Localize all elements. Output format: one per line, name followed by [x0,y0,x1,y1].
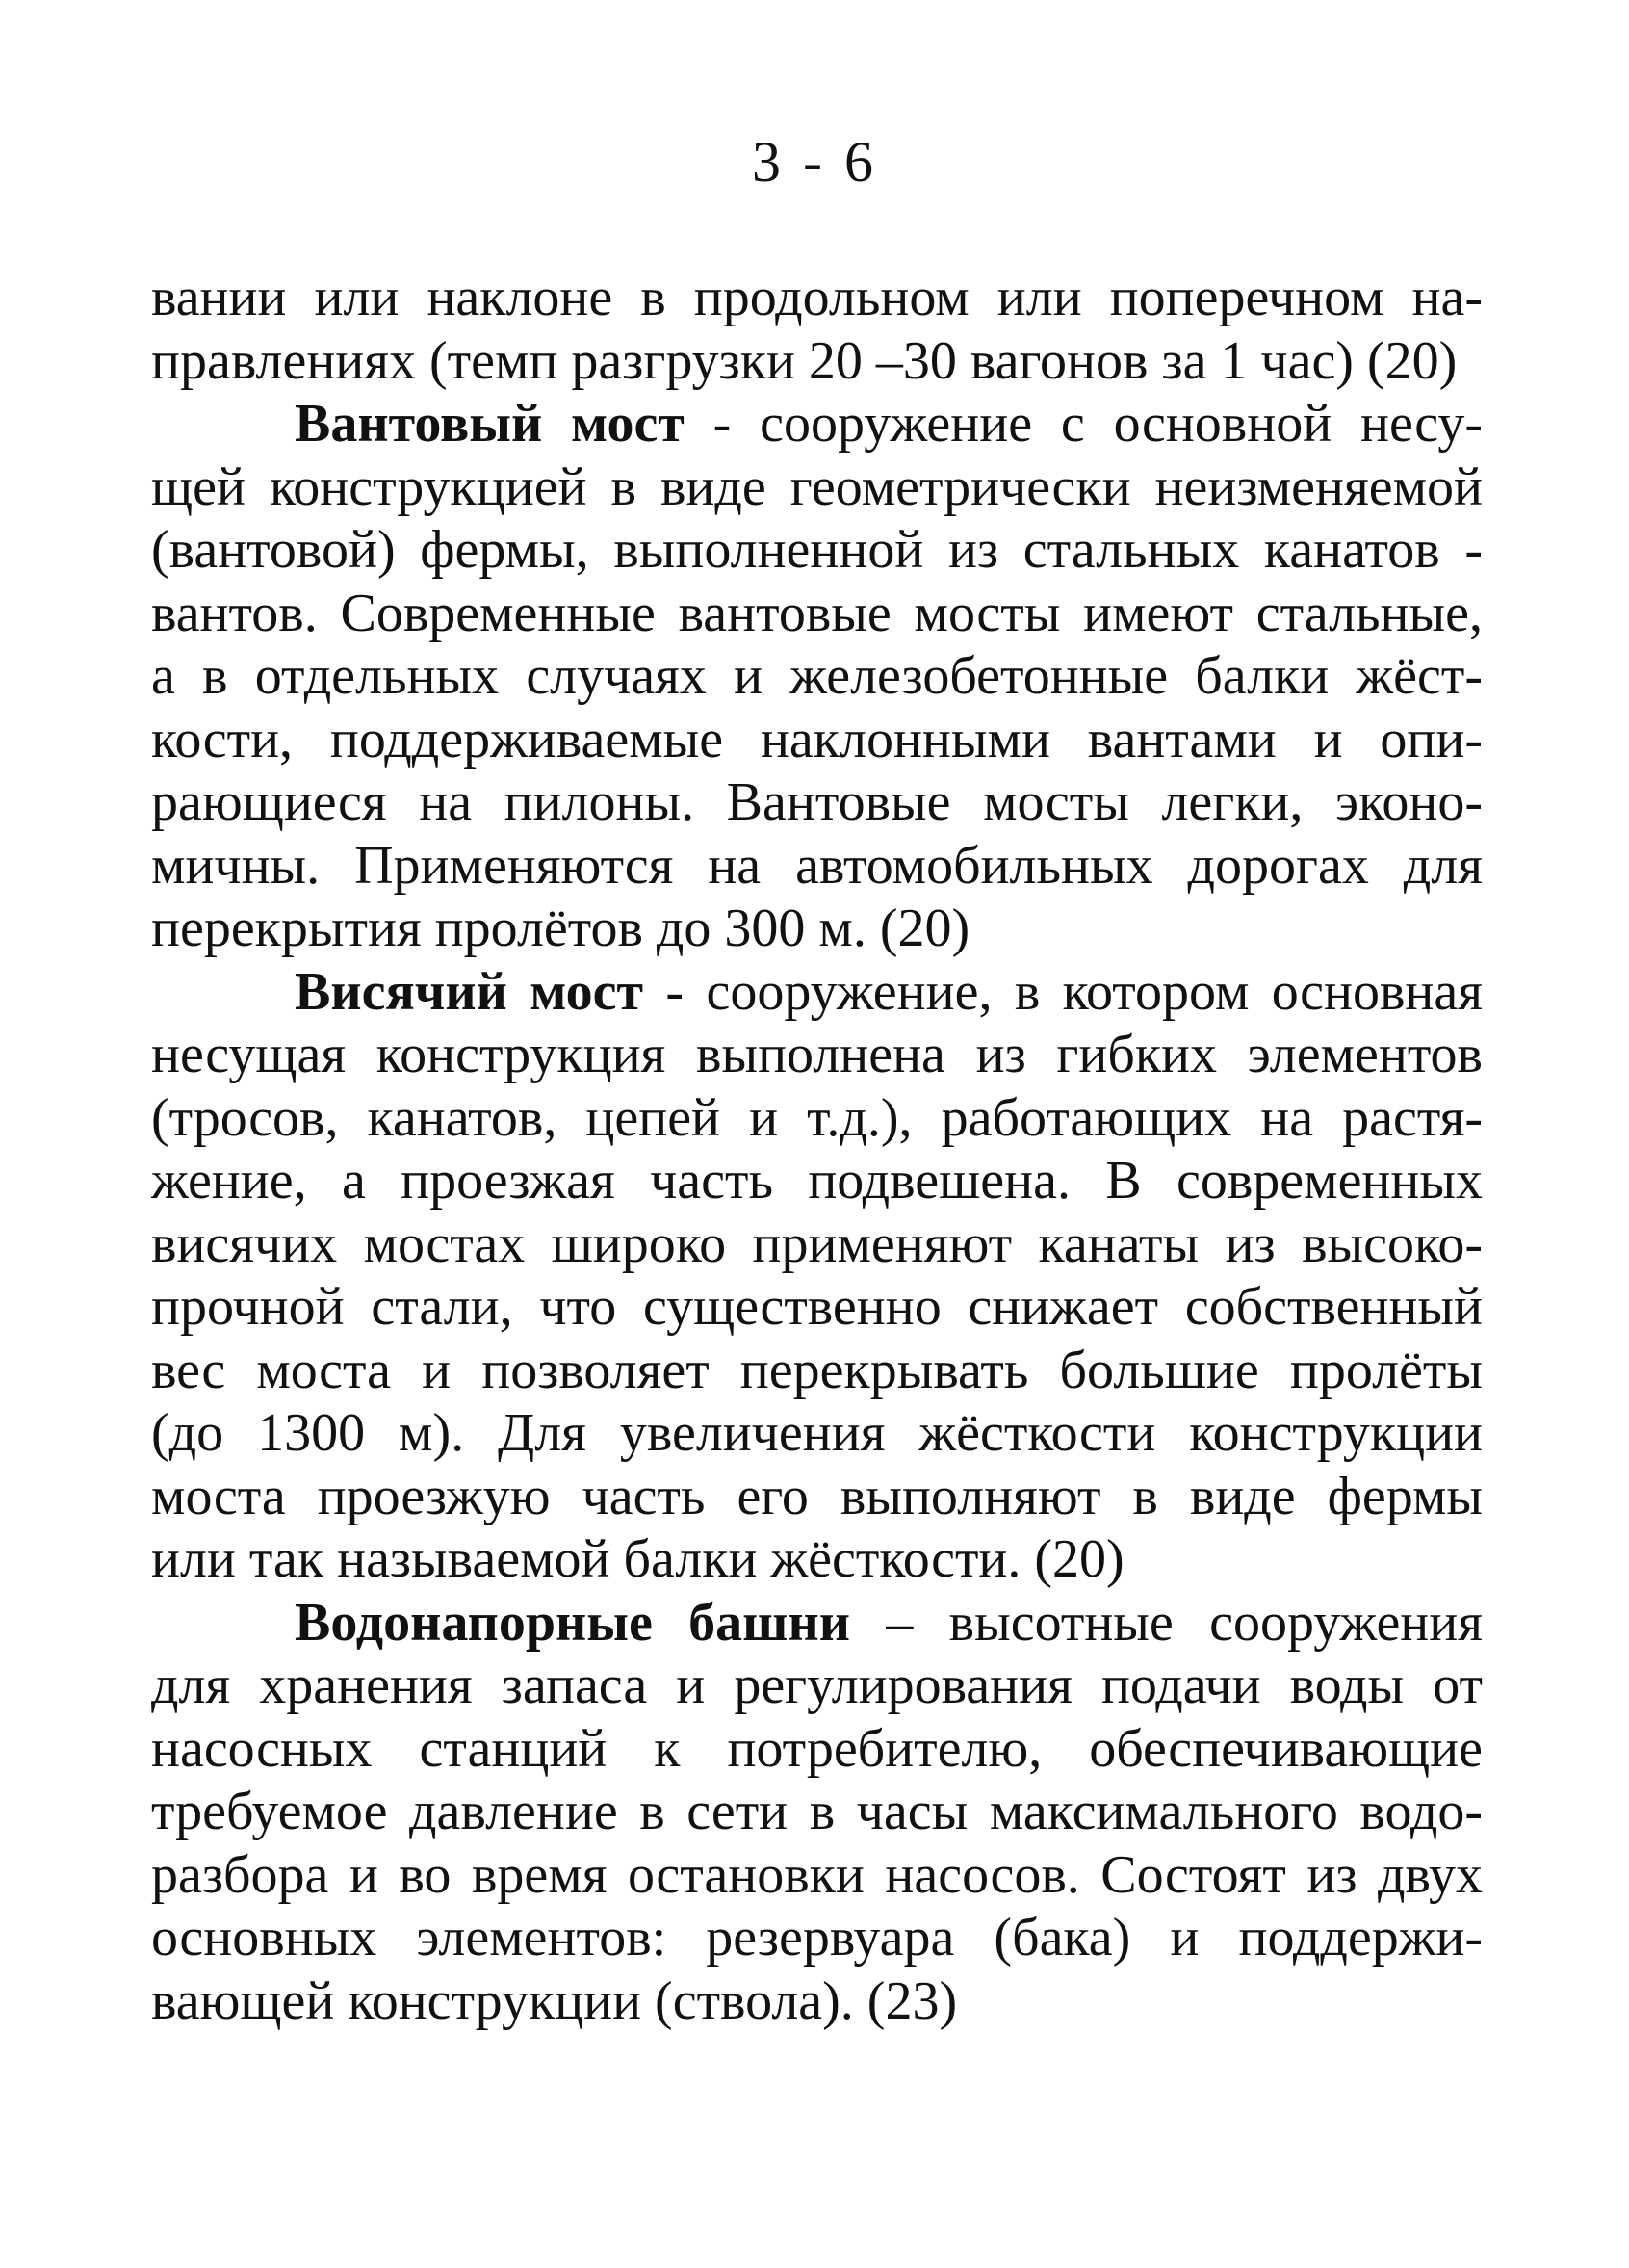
text-line [151,393,1483,456]
text-line: (до 1300 м). Для увеличения жёсткости конструкции [151,1403,1483,1463]
body-text [151,267,1483,2033]
term-heading: Водонапорные башни [295,1592,850,1653]
text-line: моста проезжую часть его выполняют в виде фермы [151,1466,1483,1526]
text-line: вании или наклоне в продольном или поперечном на- [151,268,1483,327]
term-definition-start: - сооружение с основной несу- [684,394,1483,454]
text-line: для хранения запаса и регулирования подачи воды от [151,1655,1483,1715]
text-line: висячих мостах широко применяют канаты из высоко- [151,1213,1483,1274]
text-line: правлениях (темп разгрузки 20 –30 вагонов за 1 час) (20) [151,330,1458,391]
paragraph-water-towers [151,1592,1483,2034]
text-line: вес моста и позволяет перекрывать большие пролёты [151,1340,1483,1400]
paragraph-suspension-bridge [151,961,1483,1592]
paragraph-continuation [151,267,1483,393]
text-line: жение, а проезжая часть подвешена. В современных [151,1151,1483,1211]
text-line: (вантовой) фермы, выполненной из стальных канатов - [151,520,1483,580]
text-line: рающиеся на пилоны. Вантовые мосты легки, эконо- [151,772,1483,832]
text-line: вающей конструкции (ствола). (23) [151,1970,958,2031]
text-line [151,961,1483,1025]
text-line: (тросов, канатов, цепей и т.д.), работающих на растя- [151,1087,1483,1148]
text-line: несущая конструкция выполнена из гибких элементов [151,1025,1483,1084]
text-line: разбора и во время остановки насосов. Состоят из двух [151,1844,1483,1905]
paragraph-cable-stayed-bridge [151,393,1483,961]
term-definition-start: - сооружение, в котором основная [643,961,1484,1022]
text-line: требуемое давление в сети в часы максимального водо- [151,1782,1483,1841]
text-line: прочной стали, что существенно снижает собственный [151,1277,1483,1337]
text-line: а в отдельных случаях и железобетонные балки жёст- [151,646,1483,706]
text-line: щей конструкцией в виде геометрически неизменяемой [151,456,1483,517]
text-line: кости, поддерживаемые наклонными вантами и опи- [151,709,1483,769]
text-line [151,1592,1483,1655]
term-heading: Висячий мост [295,961,644,1022]
page-number: 3 - 6 [752,130,877,194]
text-line: или так называемой балки жёсткости. (20) [151,1529,1125,1589]
text-line: основных элементов: резервуара (бака) и поддержи- [151,1908,1483,1968]
text-line: насосных станций к потребителю, обеспечивающие [151,1718,1483,1779]
text-line: вантов. Современные вантовые мосты имеют стальные, [151,583,1483,643]
term-definition-start: – высотные сооружения [850,1592,1483,1653]
text-line: перекрытия пролётов до 300 м. (20) [151,899,970,958]
text-line: мичны. Применяются на автомобильных дорогах для [151,835,1483,896]
term-heading: Вантовый мост [295,394,685,454]
